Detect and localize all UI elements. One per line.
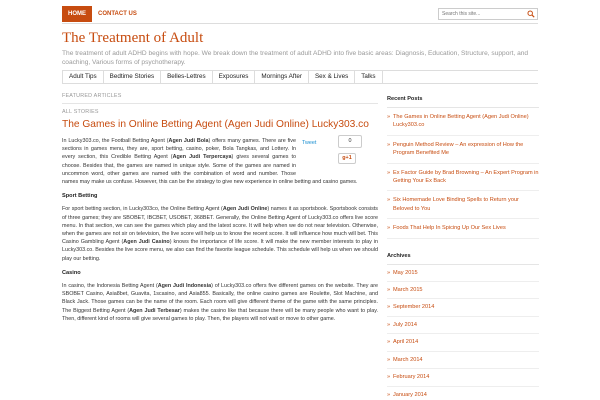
recent-posts-list bbox=[387, 108, 539, 239]
text: ) of Lucky303.co offers five different games on the website. They are SBOBET Casino, Asia8bet, Guavita, 1scasino, and Asia855. Basically, the online casino games are Roulette, Slot Machine, and Black Jack. Those games can be the name of the room. Each room will give different theme of the game with the same principles. The Biggest Betting Agent ( bbox=[62, 283, 378, 314]
nav-exposures[interactable]: Exposures bbox=[213, 71, 256, 83]
nav-contact-link[interactable]: CONTACT US bbox=[98, 11, 137, 17]
archive-label[interactable]: January 2014 bbox=[393, 391, 427, 398]
nav-mornings-after[interactable]: Mornings After bbox=[255, 71, 309, 83]
text: In Lucky303.co, the Football Betting Agent ( bbox=[62, 138, 169, 144]
featured-articles-label: FEATURED ARTICLES bbox=[62, 93, 122, 99]
recent-post-label[interactable]: Foods That Help In Spicing Up Our Sex Lives bbox=[393, 225, 506, 232]
bullet-icon: » bbox=[387, 141, 391, 148]
text: ) gives several games to choose. Besides that, the games are named in unique style. Some of the games are named in uncommon word, other games are named with the combination of word and number. Those names may make us confuse. However, this can be the strategy to give new experience in online betting and casino games. bbox=[62, 154, 358, 186]
archive-label[interactable]: April 2014 bbox=[393, 339, 419, 346]
recent-post-label[interactable]: Ex Factor Guide by Brad Browning – An Expert Program in Getting Your Ex Back bbox=[393, 169, 539, 185]
keyword-link[interactable]: Agen Judi Terbesar bbox=[129, 307, 180, 314]
archives-widget bbox=[387, 253, 539, 400]
bullet-icon: » bbox=[387, 269, 391, 276]
post-paragraph bbox=[62, 205, 378, 262]
search-box bbox=[438, 8, 538, 20]
google-plus-button[interactable]: g+1 bbox=[338, 153, 356, 164]
keyword-link[interactable]: Agen Judi Online bbox=[222, 206, 268, 213]
text: ) offers many games. There are five sections in games menu, they are, sport betting, casino, poker, Bola Tangkas, and Lottery. In every section, this Credible Betting Agent ( bbox=[62, 138, 296, 161]
main-navigation bbox=[62, 70, 538, 84]
nav-bedtime-stories[interactable]: Bedtime Stories bbox=[104, 71, 161, 83]
site-description: The treatment of adult ADHD begins with hope. We break down the treatment of adult ADHD into five basic areas: Diagnosis, Education, Structure, support, and coaching, Various forms of psychotherapy. bbox=[62, 50, 529, 66]
nav-belles-lettres[interactable]: Belles-Lettres bbox=[161, 71, 213, 83]
sport-betting-heading: Sport Betting bbox=[62, 193, 98, 200]
archive-label[interactable]: May 2015 bbox=[393, 269, 418, 276]
archive-link[interactable] bbox=[387, 387, 539, 400]
keyword-link[interactable]: Agen Judi Indonesia bbox=[157, 283, 212, 290]
archive-label[interactable]: July 2014 bbox=[393, 321, 417, 328]
text: ) names it as sportsbook. Sportsbook consists of three games; they are SBOBET, IBCBET, USOBET, 368BET. Generally, the Online Betting Agent of Lucky303.co offers live score menu. In that section, we can see the games which play and the latest score. It will help when we do not near television. Otherwise, when the games are not sir on television, the live score will help us to know the recent score. It will influence how much will bet. This Casino Gambling Agent ( bbox=[62, 206, 378, 246]
divider bbox=[62, 103, 378, 104]
archive-link[interactable] bbox=[387, 334, 539, 351]
bullet-icon: » bbox=[387, 374, 391, 381]
site-title[interactable]: The Treatment of Adult bbox=[62, 30, 204, 46]
text: For sport betting section, in Lucky303co, the Online Betting Agent ( bbox=[62, 206, 223, 213]
keyword-link[interactable]: Agen Judi Bola bbox=[168, 138, 209, 144]
all-stories-label: ALL STORIES bbox=[62, 109, 99, 115]
bullet-icon: » bbox=[387, 339, 391, 346]
top-bar bbox=[62, 6, 538, 24]
bullet-icon: » bbox=[387, 356, 391, 363]
bullet-icon: » bbox=[387, 114, 391, 120]
post-title[interactable]: The Games in Online Betting Agent (Agen Judi Online) Lucky303.co bbox=[62, 119, 369, 130]
bullet-icon: » bbox=[387, 304, 391, 311]
text: ) knows the importance of life score. It will make the new member interests to play in Lucky303.co. Besides the live score menu, we also can find the favorite league schedule. This schedule will help us when we should play our betting. bbox=[62, 239, 378, 262]
nav-sex-lives[interactable]: Sex & Lives bbox=[309, 71, 355, 83]
recent-post-label[interactable]: Penguin Method Review – An expression of How the Program Benefited Me bbox=[393, 141, 524, 157]
keyword-link[interactable]: Agen Judi Casino bbox=[123, 239, 170, 246]
archive-label[interactable]: March 2015 bbox=[393, 287, 423, 294]
recent-post-link[interactable] bbox=[387, 136, 539, 164]
tweet-count: 0 bbox=[338, 135, 362, 148]
bullet-icon: » bbox=[387, 287, 391, 294]
search-input[interactable] bbox=[439, 9, 525, 19]
archives-list bbox=[387, 265, 539, 400]
post-body bbox=[62, 137, 378, 323]
bullet-icon: » bbox=[387, 169, 391, 176]
archive-link[interactable] bbox=[387, 282, 539, 299]
sidebar bbox=[387, 96, 539, 400]
recent-post-label[interactable]: The Games in Online Betting Agent (Agen Judi Online) Lucky303.co bbox=[393, 114, 529, 129]
archive-label[interactable]: September 2014 bbox=[393, 304, 435, 311]
recent-post-link[interactable] bbox=[387, 164, 539, 192]
archive-link[interactable] bbox=[387, 352, 539, 369]
post-paragraph bbox=[62, 282, 378, 323]
casino-heading: Casino bbox=[62, 269, 81, 276]
bullet-icon: » bbox=[387, 225, 391, 232]
text: In casino, the Indonesia Betting Agent ( bbox=[62, 283, 158, 290]
bullet-icon: » bbox=[387, 321, 391, 328]
archive-link[interactable] bbox=[387, 369, 539, 386]
archives-title: Archives bbox=[387, 253, 539, 265]
bullet-icon: » bbox=[387, 197, 391, 204]
recent-post-link[interactable] bbox=[387, 219, 539, 238]
bullet-icon: » bbox=[387, 391, 391, 398]
nav-talks[interactable]: Talks bbox=[355, 71, 382, 83]
share-widget bbox=[302, 135, 378, 171]
recent-post-label[interactable]: Six Homemade Love Binding Spells to Return your Beloved to You bbox=[393, 197, 519, 212]
archive-link[interactable] bbox=[387, 299, 539, 316]
recent-posts-title: Recent Posts bbox=[387, 96, 539, 108]
tweet-button[interactable]: Tweet bbox=[302, 140, 317, 146]
search-icon[interactable] bbox=[527, 10, 535, 18]
nav-home-link[interactable]: HOME bbox=[62, 6, 92, 22]
text: ) makes the casino like that because there will be many people who want to play. Then, different kind of rooms will give several games to play. Then, the players will not wait or move to other game. bbox=[62, 307, 378, 322]
archive-link[interactable] bbox=[387, 317, 539, 334]
recent-post-link[interactable] bbox=[387, 108, 539, 136]
main-content bbox=[62, 93, 378, 329]
keyword-link[interactable]: Agen Judi Terpercaya bbox=[172, 154, 232, 161]
archive-label[interactable]: March 2014 bbox=[393, 356, 423, 363]
top-navigation bbox=[62, 6, 143, 22]
archive-label[interactable]: February 2014 bbox=[393, 374, 430, 381]
archive-link[interactable] bbox=[387, 265, 539, 282]
recent-post-link[interactable] bbox=[387, 191, 539, 219]
nav-adult-tips[interactable]: Adult Tips bbox=[62, 71, 104, 83]
